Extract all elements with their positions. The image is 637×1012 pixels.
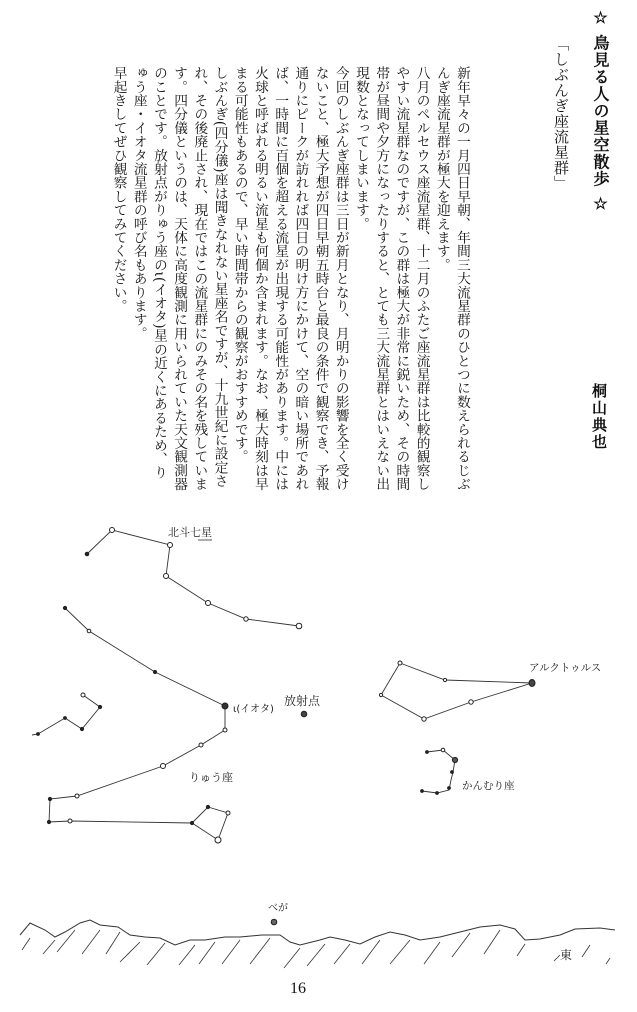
bootes-lines (381, 663, 532, 719)
star (75, 794, 79, 798)
star (168, 543, 173, 548)
star (226, 811, 230, 815)
body-line: やすい流星群なのですが、この群は極大が非常に鋭いため、その時間 (393, 66, 410, 491)
body-line: まる可能性もあるので、早い時間帯からの観察がおすすめです。 (231, 66, 248, 464)
draco-tail-lines (32, 695, 100, 735)
star (64, 717, 67, 720)
draco-lines (49, 608, 228, 840)
star (110, 528, 115, 533)
body-line: ないこと、極大予想が四日早朝五時台と最良の条件で観察でき、予報 (312, 66, 329, 491)
star (98, 705, 101, 708)
star (296, 623, 302, 629)
star (161, 764, 166, 769)
label-corona: かんむり座 (462, 780, 515, 792)
body-line: 八月のペルセウス座流星群、十二月のふたご座流星群は比較的観察し (413, 66, 430, 491)
body-line: のことです。放射点がりゅう座のι(イオタ)星の近くにあるため、り (150, 66, 167, 480)
label-iota: ι(イオタ) (233, 704, 274, 715)
body-line: 火球と呼ばれる明るい流星も何個か含まれます。なお、極大時刻は早 (251, 66, 268, 491)
label-big-dipper: 北斗七星 (168, 526, 212, 539)
star (47, 820, 50, 823)
body-line: しぶんぎ(四分儀)座は聞きなれない星座名ですが、十九世紀に設定さ (211, 66, 228, 488)
star (244, 617, 248, 621)
star (398, 661, 402, 665)
star (153, 670, 156, 673)
body-line: 新年早々の一月四日早朝、年間三大流星群のひとつに数えられるじぶ (454, 66, 470, 491)
star (441, 748, 445, 752)
label-east: 東 (560, 948, 573, 962)
body-line: 通りにピークが訪れれば四日の明け方にかけて、空の暗い場所であれ (292, 66, 309, 491)
star (436, 792, 439, 795)
big-dipper-lines (87, 530, 299, 626)
star (421, 790, 424, 793)
star (206, 601, 211, 606)
star (443, 678, 446, 681)
label-radiant: 放射点 (284, 694, 321, 708)
body-line: 現数となってしまいます。 (352, 66, 369, 231)
body-line: ゅう座・イオタ流星群の呼び名もあります。 (130, 66, 147, 340)
body-line: ば、一時間に百個を超える流星が出現する可能性があります。中には (272, 66, 289, 491)
body-line: す。四分儀というのは、天体に高度観測に用いられていた天文観測器 (171, 66, 188, 491)
star (426, 751, 429, 754)
star (223, 728, 227, 732)
star (422, 717, 426, 721)
body-line: れ、その後廃止され、現在ではこの流星群にのみその名を残していま (191, 66, 208, 491)
label-arcturus: アルクトゥルス (529, 662, 602, 674)
star (448, 787, 451, 790)
star (87, 629, 91, 633)
star (199, 743, 203, 747)
label-draco: りゅう座 (189, 771, 233, 784)
star (164, 574, 169, 579)
vega-star (271, 919, 277, 925)
star (190, 821, 193, 824)
label-vega: べが (268, 903, 288, 914)
star (37, 733, 40, 736)
star (469, 700, 473, 704)
star (451, 771, 454, 774)
arcturus-star (529, 680, 535, 687)
body-line: 早起きしてぜひ観察してみてください。 (110, 66, 127, 313)
mountain-hatching (22, 930, 610, 968)
star (206, 805, 209, 808)
column-title: ☆ 鳥見る人の星空散歩 ☆ (591, 8, 610, 215)
body-line: 帯が昼間や夕方になったりすると、とても三大流星群とはいえない出 (373, 66, 390, 491)
star (68, 819, 72, 823)
star (80, 727, 83, 730)
star (63, 606, 66, 609)
star (452, 757, 457, 762)
body-line: 今回のしぶんぎ座群は三日が新月となり、月明かりの影響を全く受け (332, 66, 349, 491)
star (379, 693, 382, 696)
page-number: 16 (290, 980, 306, 997)
author-name: 桐山典也 (590, 383, 608, 451)
body-line: んぎ座流星群が極大を迎えます。 (433, 66, 450, 272)
radiant-point (301, 711, 307, 717)
star (48, 797, 51, 800)
star (81, 693, 85, 697)
iota-star (222, 703, 228, 709)
horizon-mountains (20, 920, 615, 945)
star (85, 552, 89, 556)
article-subtitle: 「しぶんぎ座流星群」 (552, 36, 570, 191)
star (215, 837, 221, 843)
